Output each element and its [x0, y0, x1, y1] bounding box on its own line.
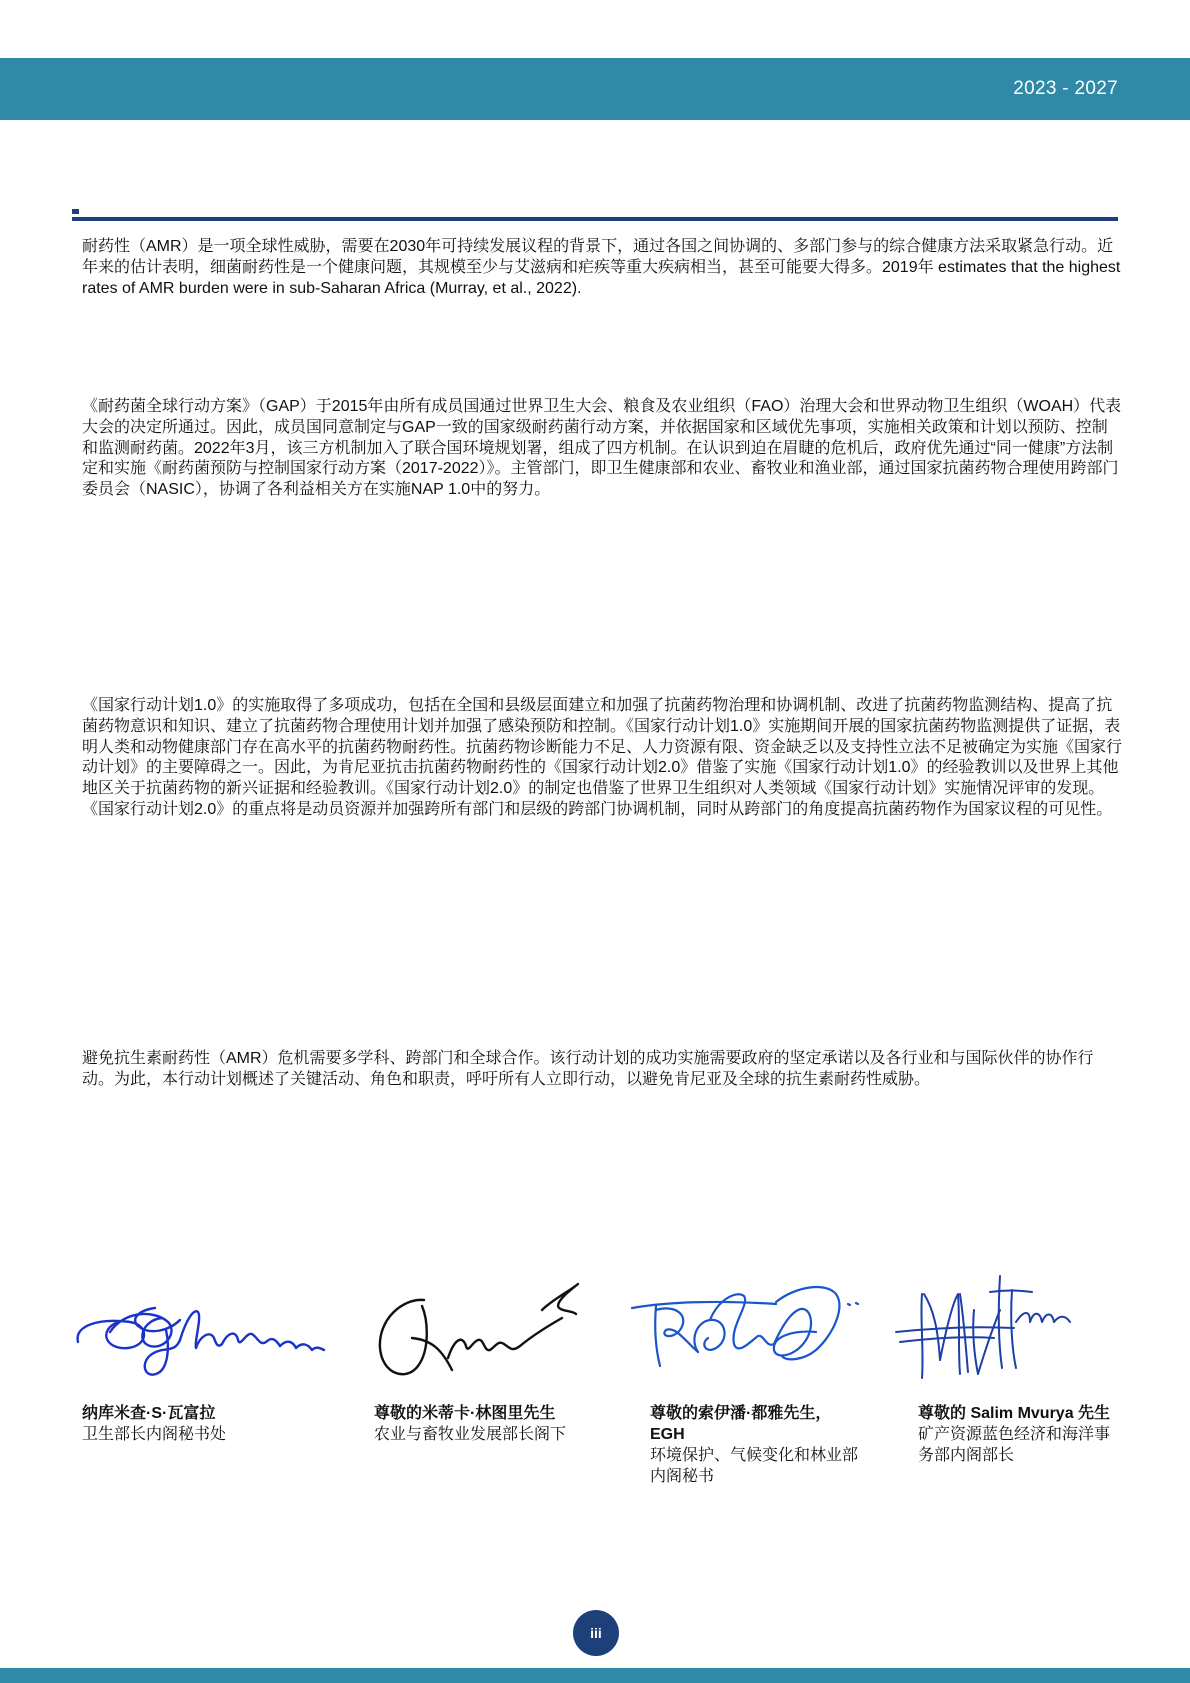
section-divider: [72, 217, 1118, 221]
signature-2: [372, 1270, 587, 1385]
signatory-title: 农业与畜牧业发展部长阁下: [374, 1426, 567, 1443]
signatory-name: 尊敬的索伊潘·都雅先生，EGH: [650, 1405, 832, 1443]
signature-3: [626, 1270, 866, 1385]
signature-1: [70, 1270, 330, 1385]
signatory-name: 纳库米查·S·瓦富拉: [82, 1405, 216, 1422]
signatory-name: 尊敬的米蒂卡·林图里先生: [374, 1405, 556, 1422]
signatory-2: [374, 1403, 584, 1445]
paragraph-gap: 《耐药菌全球行动方案》（GAP）于2015年由所有成员国通过世界卫生大会、粮食及农业组织（FAO）治理大会和世界动物卫生组织（WOAH）代表大会的决定所通过。因此，成员国同意制定与GAP一致的国家级耐药菌行动方案，并依据国家和区域优先事项，实施相关政策和计划以预防、控制和监测耐药菌。2022年3月，该三方机制加入了联合国环境规划署，组成了四方机制。在认识到迫在眉睫的危机后，政府优先通过“同一健康”方法制定和实施《耐药菌预防与控制国家行动方案（2017-2022）》。主管部门，即卫生健康部和农业、畜牧业和渔业部，通过国家抗菌药物合理使用跨部门委员会（NASIC），协调了各利益相关方在实施NAP 1.0中的努力。: [82, 398, 1122, 499]
paragraph-amr-threat: 耐药性（AMR）是一项全球性威胁，需要在2030年可持续发展议程的背景下，通过各国之间协调的、多部门参与的综合健康方法采取紧急行动。近年来的估计表明，细菌耐药性是一个健康问题，其规模至少与艾滋病和疟疾等重大疾病相当，甚至可能要大得多。2019年 estimates that the highest rates of AMR burden were in sub-Saharan Africa (Murray, et al., 2022).: [82, 238, 1121, 297]
signatory-3: [650, 1403, 860, 1487]
paragraph-nap-1-0: 《国家行动计划1.0》的实施取得了多项成功，包括在全国和县级层面建立和加强了抗菌药物治理和协调机制、改进了抗菌药物监测结构、提高了抗菌药物意识和知识、建立了抗菌药物合理使用计划并加强了感染预防和控制。《国家行动计划1.0》实施期间开展的国家抗菌药物监测提供了证据，表明人类和动物健康部门存在高水平的抗菌药物耐药性。抗菌药物诊断能力不足、人力资源有限、资金缺乏以及支持性立法不足被确定为实施《国家行动计划》的主要障碍之一。因此，为肯尼亚抗击抗菌药物耐药性的《国家行动计划2.0》借鉴了实施《国家行动计划1.0》的经验教训以及世界上其他地区关于抗菌药物的新兴证据和经验教训。《国家行动计划2.0》的制定也借鉴了世界卫生组织对人类领域《国家行动计划》实施情况评审的发现。《国家行动计划2.0》的重点将是动员资源并加强跨所有部门和层级的跨部门协调机制，同时从跨部门的角度提高抗菌药物作为国家议程的可见性。: [82, 697, 1123, 818]
signatory-title: 环境保护、气候变化和林业部内阁秘书: [650, 1447, 859, 1485]
signatory-4: [918, 1403, 1123, 1466]
signature-4: [894, 1270, 1094, 1385]
signatory-title: 矿产资源蓝色经济和海洋事务部内阁部长: [918, 1426, 1111, 1464]
page-number: iii: [573, 1610, 619, 1656]
header-band: [0, 58, 1190, 120]
rule-mark: [72, 209, 79, 214]
paragraph-call-to-action: 避免抗生素耐药性（AMR）危机需要多学科、跨部门和全球合作。该行动计划的成功实施需要政府的坚定承诺以及各行业和与国际伙伴的协作行动。为此，本行动计划概述了关键活动、角色和职责，呼吁所有人立即行动，以避免肯尼亚及全球的抗生素耐药性威胁。: [82, 1050, 1094, 1088]
signatory-1: [82, 1403, 332, 1445]
footer-band: [0, 1668, 1190, 1683]
signatory-name: 尊敬的 Salim Mvurya 先生: [918, 1405, 1111, 1422]
signatory-title: 卫生部长内阁秘书处: [82, 1426, 227, 1443]
plan-years: 2023 - 2027: [1013, 78, 1118, 99]
